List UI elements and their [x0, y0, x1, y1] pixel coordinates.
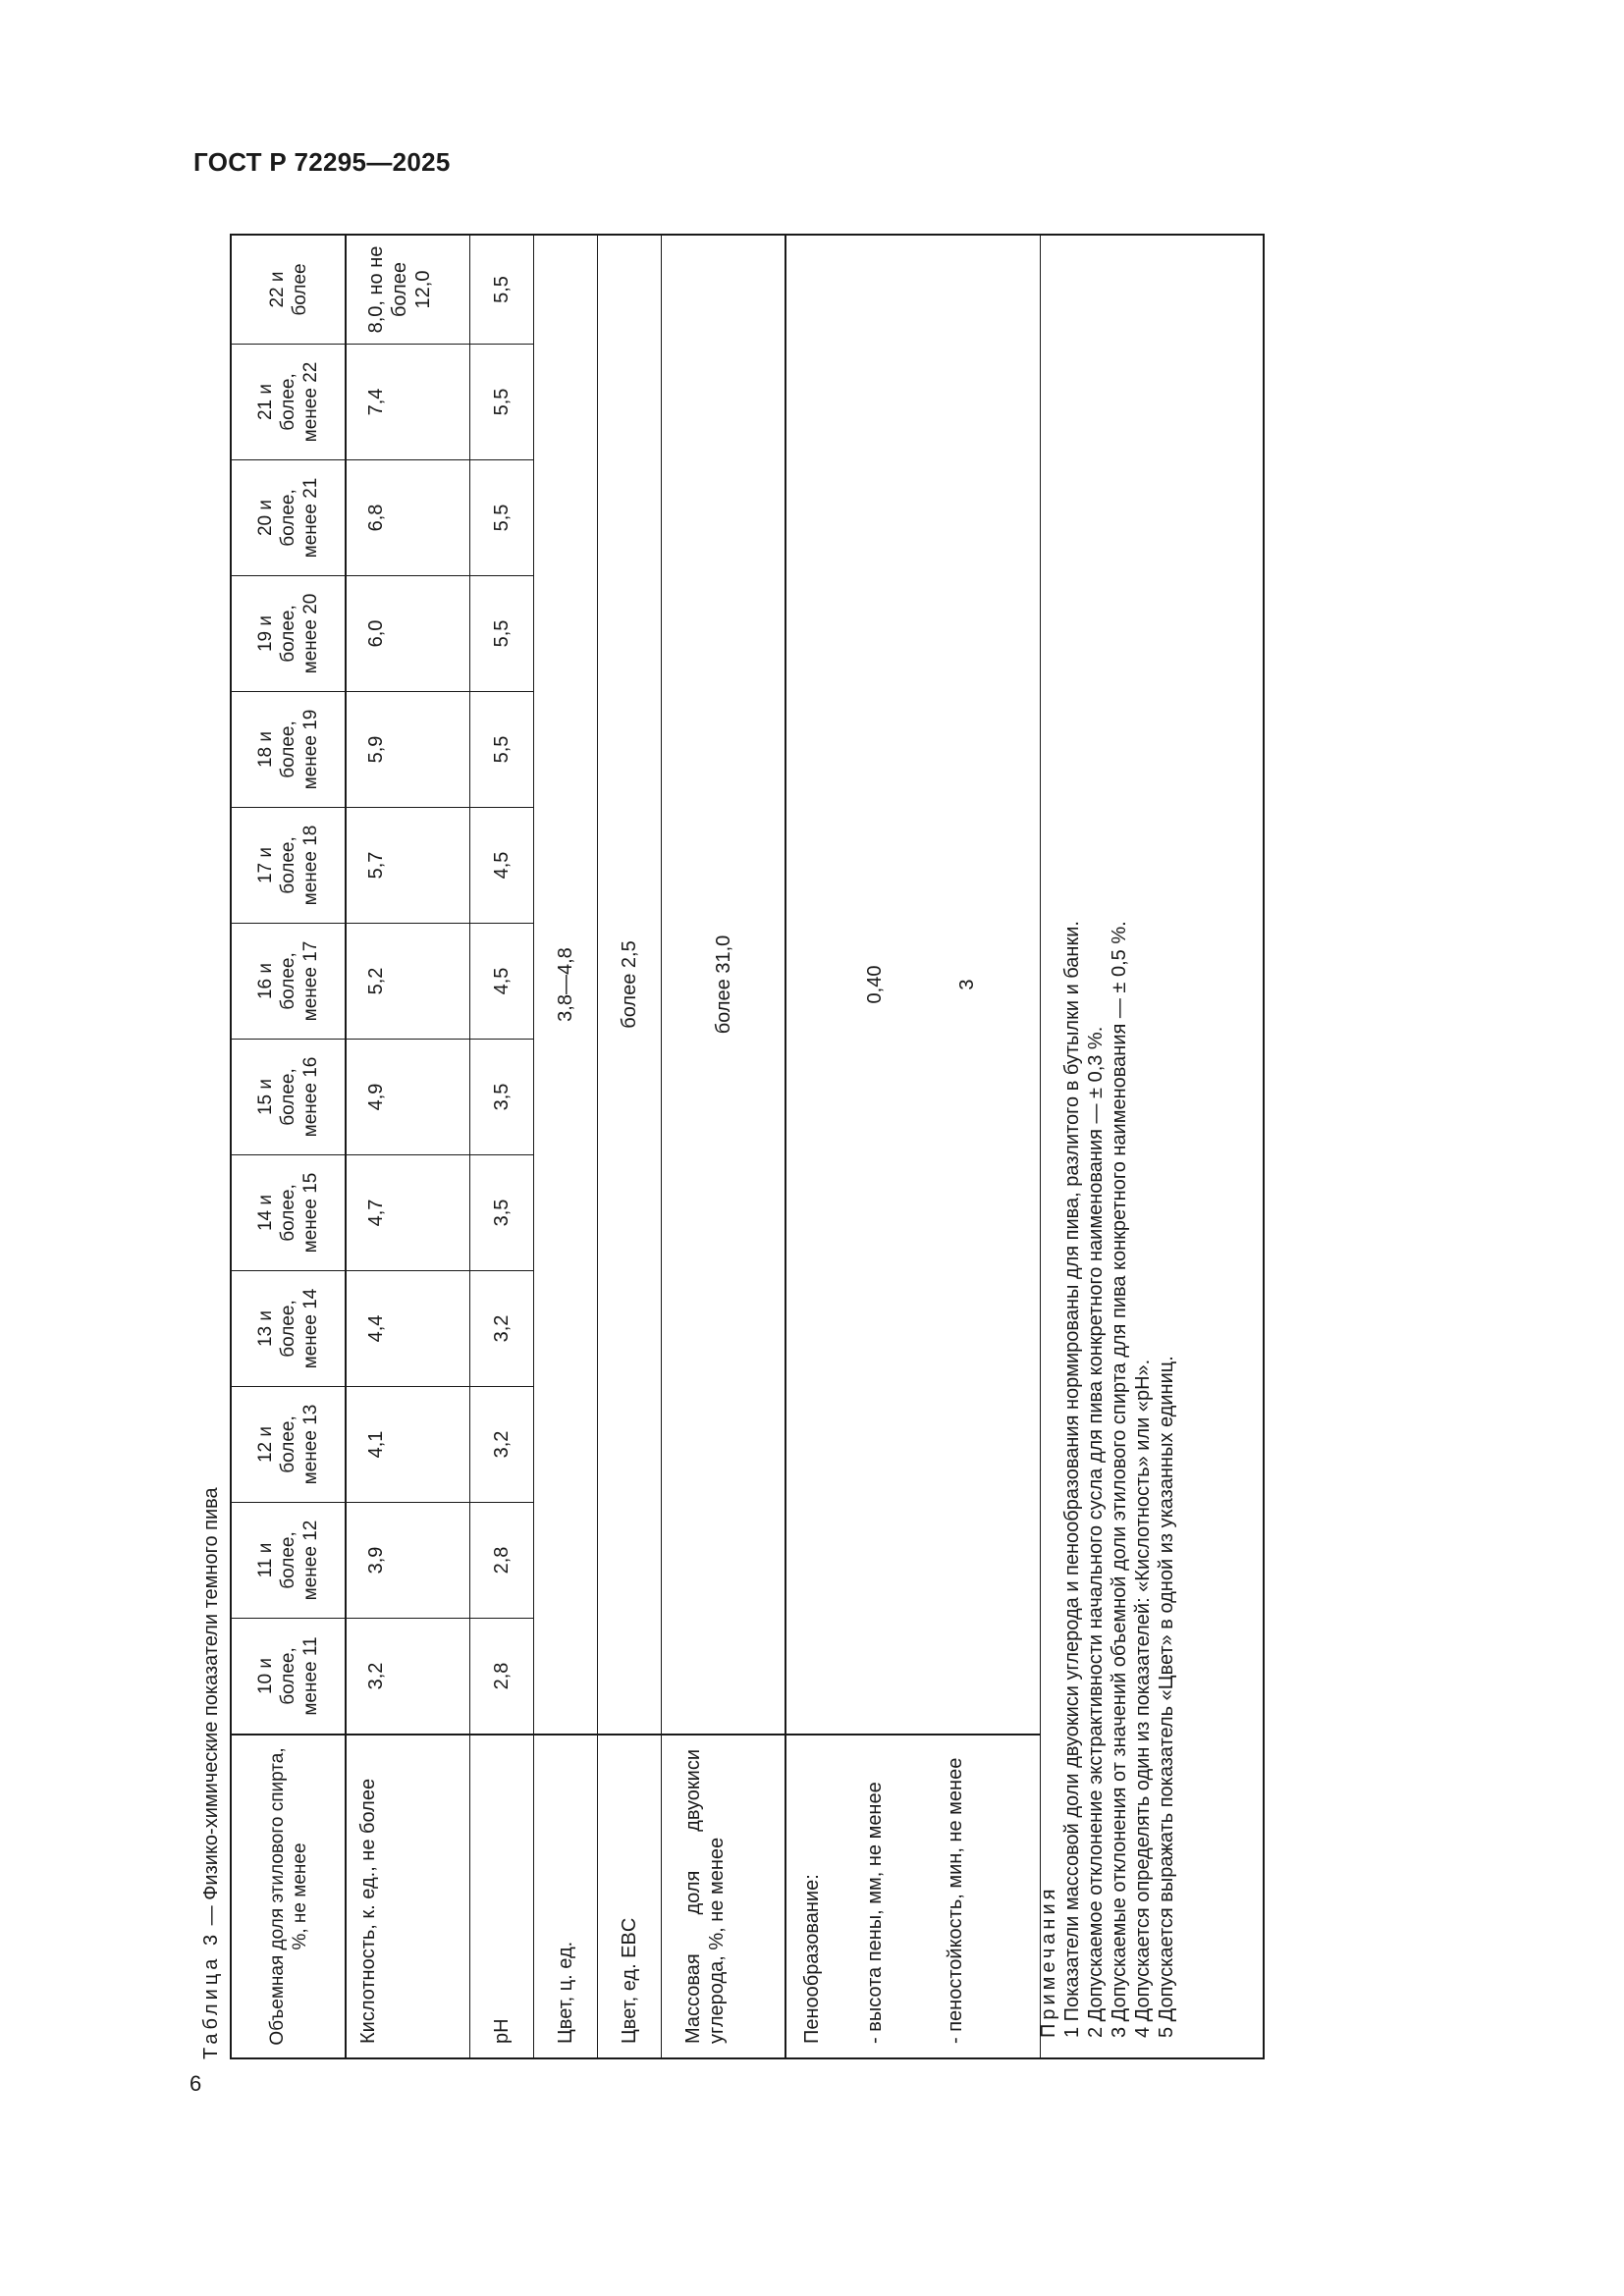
- row-label-color-ebc: Цвет, ед. EBC: [598, 1734, 662, 2057]
- acidity-value: 4,7: [347, 1154, 470, 1270]
- ph-value: 2,8: [470, 1618, 534, 1734]
- column-header: 10 и более, менее 11: [232, 1618, 347, 1734]
- value-co2: более 31,0: [662, 236, 786, 1734]
- table-notes: [1037, 251, 1178, 2038]
- ph-value: 5,5: [470, 691, 534, 807]
- row-label-ph: рН: [470, 1734, 534, 2057]
- column-header: 21 и более, менее 22: [232, 344, 347, 459]
- acidity-value: 3,2: [347, 1618, 470, 1734]
- acidity-value: 5,9: [347, 691, 470, 807]
- row-label-foam-stability: - пеностойкость, мин, не менее: [945, 1757, 966, 2044]
- column-header: 11 и более, менее 12: [232, 1502, 347, 1618]
- column-header: 18 и более, менее 19: [232, 691, 347, 807]
- acidity-value: 4,4: [347, 1270, 470, 1386]
- column-header: 22 и более: [232, 236, 347, 344]
- column-header: 15 и более, менее 16: [232, 1039, 347, 1154]
- ph-value: 3,5: [470, 1039, 534, 1154]
- row-label-foam-height: - высота пены, мм, не менее: [864, 1782, 886, 2044]
- table-caption-label: Таблица 3: [200, 1930, 222, 2059]
- note-item: 3 Допускаемые отклонения от значений объемной доли этилового спирта для пива конкретного наименования — ± 0,5 %.: [1109, 921, 1130, 2038]
- column-header: 13 и более, менее 14: [232, 1270, 347, 1386]
- column-header: 19 и более, менее 20: [232, 575, 347, 691]
- document-header: ГОСТ Р 72295—2025: [193, 147, 451, 177]
- column-header: 20 и более, менее 21: [232, 459, 347, 575]
- value-foam-height: 0,40: [864, 965, 886, 1004]
- acidity-value: 5,7: [347, 807, 470, 923]
- row-label-co2: Массовая доля двуокиси углерода, %, не менее: [662, 1734, 786, 2057]
- value-color-ebc: более 2,5: [598, 236, 662, 1734]
- acidity-value: 6,0: [347, 575, 470, 691]
- acidity-value: 7,4: [347, 344, 470, 459]
- note-item: 1 Показатели массовой доли двуокиси углерода и пенообразования нормированы для пива, разлитого в бутылки и банки.: [1061, 921, 1083, 2038]
- ph-value: 4,5: [470, 923, 534, 1039]
- ph-value: 5,5: [470, 344, 534, 459]
- column-header: 17 и более, менее 18: [232, 807, 347, 923]
- ph-value: 5,5: [470, 236, 534, 344]
- ph-value: 3,5: [470, 1154, 534, 1270]
- ph-value: 5,5: [470, 459, 534, 575]
- acidity-value: 6,8: [347, 459, 470, 575]
- note-item: 5 Допускается выражать показатель «Цвет» в одной из указанных единиц.: [1156, 1356, 1177, 2038]
- column-header: 16 и более, менее 17: [232, 923, 347, 1039]
- ph-value: 3,2: [470, 1270, 534, 1386]
- note-item: 4 Допускается определять один из показателей: «Кислотность» или «рН».: [1132, 1359, 1154, 2038]
- ph-value: 3,2: [470, 1386, 534, 1502]
- value-color-units: 3,8—4,8: [534, 236, 598, 1734]
- column-header: 12 и более, менее 13: [232, 1386, 347, 1502]
- row-label-color-units: Цвет, ц. ед.: [534, 1734, 598, 2057]
- acidity-value: 4,1: [347, 1386, 470, 1502]
- physico-chemical-table: [230, 234, 1265, 2059]
- table-corner-header: Объемная доля этилового спирта, %, не менее: [232, 1734, 347, 2057]
- row-label-acidity: Кислотность, к. ед., не более: [347, 1734, 470, 2057]
- page-number: 6: [189, 2071, 202, 2096]
- acidity-value: 4,9: [347, 1039, 470, 1154]
- acidity-value: 5,2: [347, 923, 470, 1039]
- table-caption-text: — Физико-химические показатели темного пива: [200, 1487, 222, 1931]
- value-foam-stability: 3: [956, 979, 978, 990]
- rotated-table-block: [193, 234, 1303, 2059]
- column-header: 14 и более, менее 15: [232, 1154, 347, 1270]
- ph-value: 4,5: [470, 807, 534, 923]
- ph-value: 5,5: [470, 575, 534, 691]
- note-item: 2 Допускаемое отклонение экстрактивности начального сусла для пива конкретного наименования — ± 0,3 %.: [1085, 1026, 1107, 2038]
- notes-title: Примечания: [1038, 1885, 1059, 2038]
- foam-labels-cell: [786, 1734, 1041, 2057]
- acidity-value: 8,0, но не более 12,0: [347, 236, 470, 344]
- acidity-value: 3,9: [347, 1502, 470, 1618]
- foam-values-cell: [786, 236, 1041, 1734]
- table-caption: [193, 1487, 229, 2059]
- ph-value: 2,8: [470, 1502, 534, 1618]
- row-label-foam: Пенообразование:: [801, 1874, 823, 2044]
